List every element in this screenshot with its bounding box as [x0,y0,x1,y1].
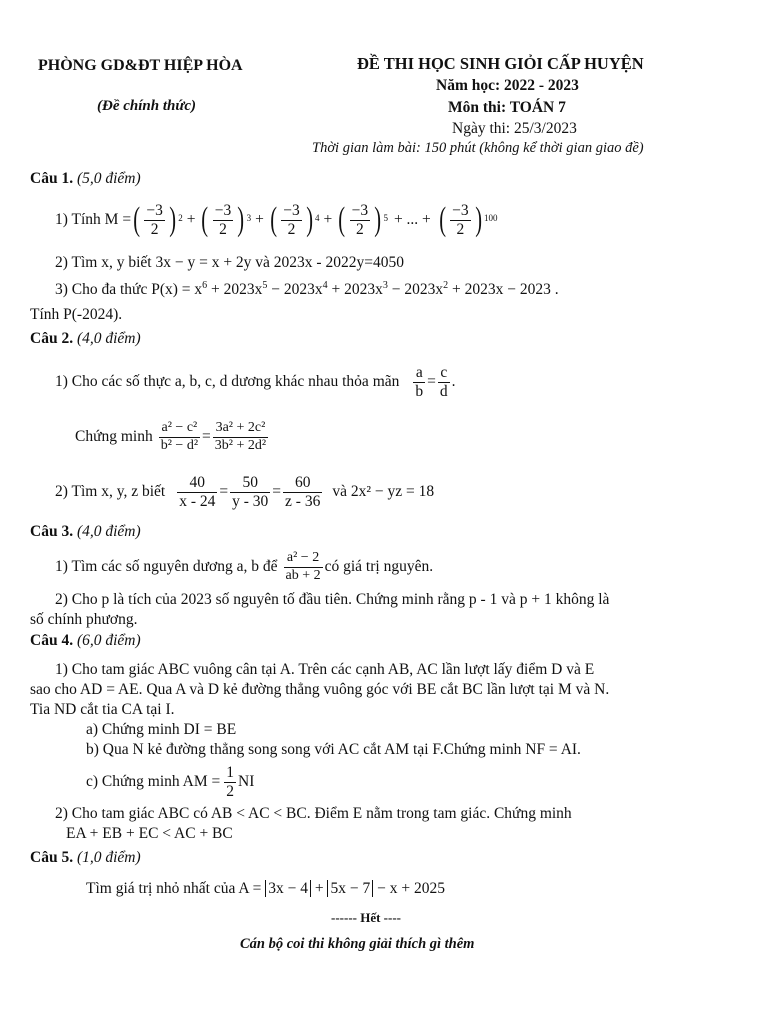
question-5-heading: Câu 5. (1,0 điểm) [30,849,141,866]
q2-part1-prove: Chứng minh $\frac{\text{a² − c²}}{\text{b² − d²}}$ = $\frac{\text{3a² + 2c²}}{\text{3b² + 2d²}}$ [75,420,267,453]
q1-part1-prefix: 1) Tính M = [55,211,132,228]
exam-duration: Thời gian làm bài: 150 phút (không kể thời gian giao đề) [312,140,644,156]
q4-part2-line2: EA + EB + EC < AC + BC [66,825,233,842]
q4-part1-a: a) Chứng minh DI = BE [86,721,237,738]
proctor-note: Cán bộ coi thi không giải thích gì thêm [240,936,475,952]
question-3-heading: Câu 3. (4,0 điểm) [30,523,141,540]
q1-part3: 3) Cho đa thức $P(x) = x^6 + 2023x^5 - 2023x^4 + 2023x^3 - 2023x^2 + 2023x - 2023$ . [55,280,559,299]
department-name: PHÒNG GD&ĐT HIỆP HÒA [38,57,243,74]
school-year: Năm học: 2022 - 2023 [436,77,579,94]
q1-part2: 2) Tìm x, y biết 3x − y = x + 2y và 2023x - 2022y=4050 [55,254,404,271]
q4-part2-line1: 2) Cho tam giác ABC có AB < AC < BC. Điểm E nằm trong tam giác. Chứng minh [55,805,572,822]
q4-part1-c: c) Chứng minh AM = $\frac{1}{2}$ NI [86,763,255,800]
q2-part2: 2) Tìm x, y, z biết $\frac{40}{x - 24}$ = $\frac{50}{y - 30}$ = $\frac{60}{z - 36}$ và 2x² − yz = 18 [55,473,435,510]
end-marker: ------ Hết ---- [331,910,402,925]
q2-part1: 1) Cho các số thực a, b, c, d dương khác nhau thỏa mãn $\frac{a}{b}$ = $\frac{c}{d}$ . [55,363,456,400]
q4-part1-line1: 1) Cho tam giác ABC vuông cân tại A. Trên các cạnh AB, AC lần lượt lấy điểm D và E [55,661,595,678]
q4-part1-line2: sao cho AD = AE. Qua A và D kẻ đường thẳng vuông góc với BE cắt BC lần lượt tại M và N. [30,681,610,698]
question-2-heading: Câu 2. (4,0 điểm) [30,330,141,347]
exam-date: Ngày thi: 25/3/2023 [452,120,577,137]
q4-part1-line3: Tia ND cắt tia CA tại I. [30,701,175,718]
q3-part2-line1: 2) Cho p là tích của 2023 số nguyên tố đầu tiên. Chứng minh rằng p - 1 và p + 1 không là [55,591,610,608]
exam-title: ĐỀ THI HỌC SINH GIỎI CẤP HUYỆN [357,54,644,73]
exam-subject: Môn thi: TOÁN 7 [448,99,566,116]
q1-part1-expression: 1) Tính M = ( $\frac{-3}{2}$ ) 2 + ( $\frac{-3}{2}$ ) 3 + ( $\frac{-3}{2}$ ) 4 + ( $\frac{-3}{2}$ ) 5 + ... + ( $\frac{-3}{2}$ ) 100 [55,201,498,238]
q4-part1-b: b) Qua N kẻ đường thẳng song song với AC cắt AM tại F.Chứng minh NF = AI. [86,741,581,758]
q5-part1: Tìm giá trị nhỏ nhất của A = 3x − 4 + 5x − 7 − x + 2025 [86,880,445,897]
question-1-heading: Câu 1. (5,0 điểm) [30,170,141,187]
q3-part1: 1) Tìm các số nguyên dương a, b để $\frac{\text{a² − 2}}{ab + 2}$ có giá trị nguyên. [55,550,434,583]
q3-part2-line2: số chính phương. [30,611,138,628]
q1-part3-line2: Tính P(-2024). [30,306,123,323]
question-4-heading: Câu 4. (6,0 điểm) [30,632,141,649]
official-note: (Đề chính thức) [97,98,196,114]
